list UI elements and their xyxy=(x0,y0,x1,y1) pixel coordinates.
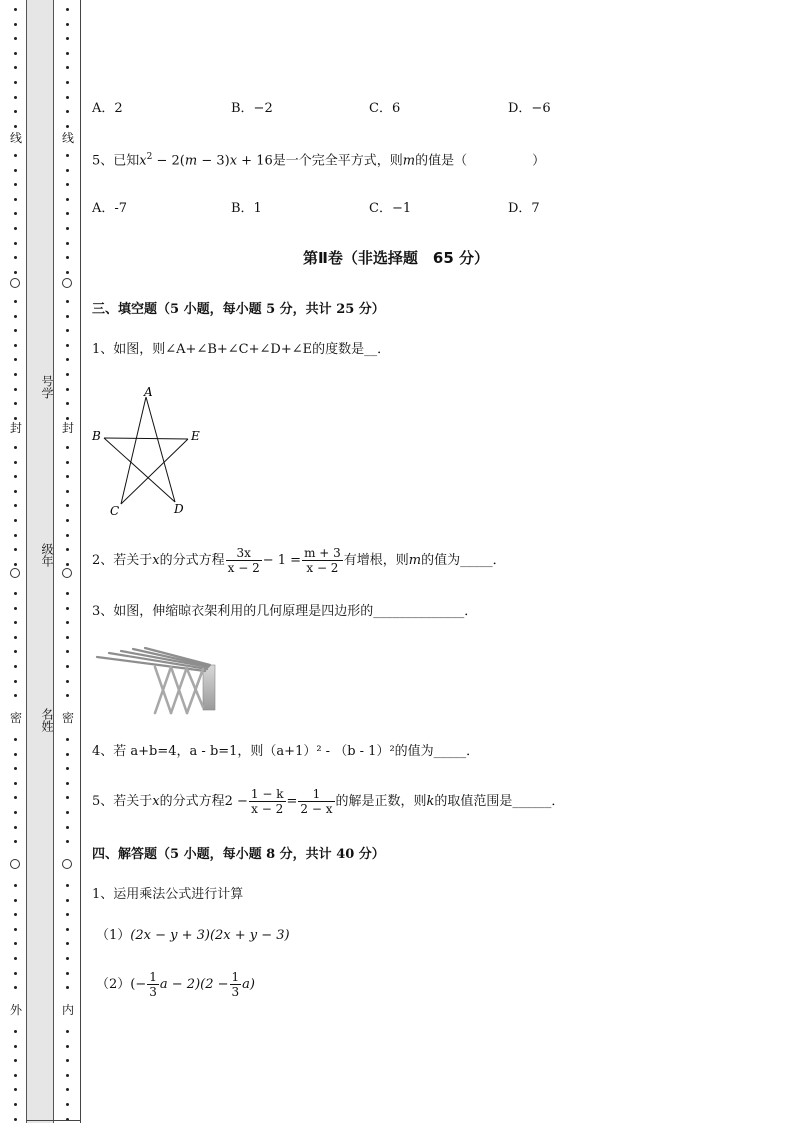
inner-binding-dot xyxy=(66,986,69,989)
outer-binding-dot xyxy=(14,154,17,157)
solve-q1: 1、运用乘法公式进行计算 xyxy=(92,887,244,902)
class-field: 级年 xyxy=(40,543,54,567)
outer-binding-dot xyxy=(14,826,17,829)
outer-binding-dot xyxy=(14,1103,17,1106)
star-figure xyxy=(88,384,218,524)
outer-binding-dot xyxy=(14,96,17,99)
clothes-rack-image xyxy=(95,645,220,720)
inner-binding-dot xyxy=(66,826,69,829)
outer-binding-dot xyxy=(14,942,17,945)
fill-q1: 1、如图，则∠A+∠B+∠C+∠D+∠E的度数是__． xyxy=(92,342,391,357)
outer-binding-dot xyxy=(14,417,17,420)
outer-binding-dot xyxy=(14,37,17,40)
fill-q3: 3、如图，伸缩晾衣架利用的几何原理是四边形的______________． xyxy=(92,604,478,619)
q5-fraction-2: $\frac{1}{2 - x}$ xyxy=(300,787,333,816)
outer-binding-dot xyxy=(14,1059,17,1062)
prev-option-a: A．2 xyxy=(92,101,123,116)
solve-q1-part2: （2）(− $\frac{1}{3}$ a − 2)(2 − $\frac{1}{3}$ a) xyxy=(96,970,255,999)
star-label-e: E xyxy=(191,429,200,443)
inner-binding-dot xyxy=(66,373,69,376)
outer-binding-dot xyxy=(14,884,17,887)
fill-q5: 5、若关于x的分式方程2 − $\frac{1 - k}{x - 2}$ = $\frac{1}{2 - x}$ 的解是正数，则k的取值范围是______． xyxy=(92,787,565,816)
q5-option-a: A．-7 xyxy=(92,201,128,216)
outer-binding-dot xyxy=(14,811,17,814)
inner-binding-dot xyxy=(66,548,69,551)
inner-binding-circle xyxy=(62,278,72,288)
inner-binding-dot xyxy=(66,227,69,230)
inner-binding-dot xyxy=(66,300,69,303)
outer-binding-dot xyxy=(14,621,17,624)
inner-binding-dot xyxy=(66,1045,69,1048)
inner-binding-dot xyxy=(66,796,69,799)
section-4-heading: 四、解答题（5 小题，每小题 8 分，共计 40 分） xyxy=(92,847,385,862)
inner-binding-dot xyxy=(66,446,69,449)
outer-binding-dot xyxy=(14,300,17,303)
outer-binding-dot xyxy=(14,183,17,186)
inner-binding-dot xyxy=(66,1030,69,1033)
fill-q4: 4、若 a+b=4，a - b=1，则（a+1）² - （b - 1）²的值为_____． xyxy=(92,744,480,759)
inner-binding-dot xyxy=(66,519,69,522)
outer-binding-dot xyxy=(14,358,17,361)
inner-binding-dot xyxy=(66,388,69,391)
outer-binding-dot xyxy=(14,957,17,960)
prev-option-d: D．−6 xyxy=(508,101,551,116)
outer-binding-dot xyxy=(14,52,17,55)
inner-binding-dot xyxy=(66,242,69,245)
outer-binding-circle xyxy=(10,278,20,288)
inner-binding-dot xyxy=(66,402,69,405)
inner-binding-dot xyxy=(66,811,69,814)
outer-binding-dot xyxy=(14,548,17,551)
outer-binding-dot xyxy=(14,607,17,610)
star-label-d: D xyxy=(174,502,184,516)
inner-binding-dot xyxy=(66,183,69,186)
student-number-field: 号学 xyxy=(40,375,54,399)
outer-binding-dot xyxy=(14,1074,17,1077)
q5-option-c: C．−1 xyxy=(369,201,412,216)
outer-binding-dot xyxy=(14,796,17,799)
inner-binding-dot xyxy=(66,329,69,332)
inner-dot-column xyxy=(62,0,74,1123)
inner-binding-dot xyxy=(66,738,69,741)
outer-binding-dot xyxy=(14,1030,17,1033)
inner-binding-dot xyxy=(66,66,69,69)
q5-fraction-1: $\frac{1 - k}{x - 2}$ xyxy=(250,787,284,816)
inner-binding-mark: 封 xyxy=(61,421,74,435)
outer-binding-dot xyxy=(14,23,17,26)
inner-binding-dot xyxy=(66,8,69,11)
outer-binding-dot xyxy=(14,315,17,318)
outer-binding-mark: 封 xyxy=(9,421,22,435)
star-label-a: A xyxy=(144,385,153,399)
outer-binding-dot xyxy=(14,913,17,916)
inner-binding-dot xyxy=(66,650,69,653)
inner-binding-dot xyxy=(66,490,69,493)
outer-binding-dot xyxy=(14,475,17,478)
q5-option-b: B．1 xyxy=(231,201,262,216)
inner-binding-dot xyxy=(66,899,69,902)
outer-binding-circle xyxy=(10,568,20,578)
outer-binding-dot xyxy=(14,110,17,113)
outer-binding-dot xyxy=(14,534,17,537)
outer-binding-dot xyxy=(14,402,17,405)
binding-bottom-line xyxy=(26,1120,81,1121)
outer-binding-dot xyxy=(14,125,17,128)
fill-q2: 2、若关于x的分式方程 $\frac{3x}{x - 2}$ − 1 = $\frac{m + 3}{x - 2}$ 有增根，则m的值为_____． xyxy=(92,546,506,575)
inner-binding-dot xyxy=(66,840,69,843)
inner-binding-dot xyxy=(66,680,69,683)
inner-binding-dot xyxy=(66,694,69,697)
inner-binding-dot xyxy=(66,913,69,916)
name-field: 名姓 xyxy=(40,708,54,732)
inner-binding-dot xyxy=(66,504,69,507)
outer-binding-dot xyxy=(14,198,17,201)
q5-option-d: D．7 xyxy=(508,201,540,216)
outer-binding-dot xyxy=(14,1045,17,1048)
outer-binding-dot xyxy=(14,169,17,172)
inner-binding-dot xyxy=(66,315,69,318)
inner-binding-dot xyxy=(66,110,69,113)
inner-binding-mark: 密 xyxy=(61,711,74,725)
inner-binding-dot xyxy=(66,1074,69,1077)
outer-binding-dot xyxy=(14,665,17,668)
outer-binding-mark: 密 xyxy=(9,711,22,725)
inner-binding-dot xyxy=(66,753,69,756)
part-2-title: 第Ⅱ卷（非选择题 65 分） xyxy=(303,249,489,267)
outer-binding-dot xyxy=(14,329,17,332)
inner-binding-dot xyxy=(66,928,69,931)
inner-binding-dot xyxy=(66,475,69,478)
outer-binding-dot xyxy=(14,8,17,11)
outer-binding-mark: 外 xyxy=(9,1003,22,1017)
inner-binding-circle xyxy=(62,859,72,869)
section-3-heading: 三、填空题（5 小题，每小题 5 分，共计 25 分） xyxy=(92,302,385,317)
outer-binding-dot xyxy=(14,972,17,975)
inner-binding-dot xyxy=(66,198,69,201)
inner-binding-dot xyxy=(66,344,69,347)
outer-binding-dot xyxy=(14,446,17,449)
outer-binding-dot xyxy=(14,271,17,274)
q2-fraction-1: $\frac{3x}{x - 2}$ xyxy=(227,546,260,575)
outer-binding-circle xyxy=(10,859,20,869)
inner-binding-dot xyxy=(66,169,69,172)
outer-binding-dot xyxy=(14,928,17,931)
inner-binding-dot xyxy=(66,767,69,770)
outer-binding-dot xyxy=(14,840,17,843)
outer-binding-dot xyxy=(14,1088,17,1091)
star-label-b: B xyxy=(92,429,101,443)
inner-binding-dot xyxy=(66,358,69,361)
outer-binding-mark: 线 xyxy=(9,131,22,145)
inner-binding-dot xyxy=(66,1059,69,1062)
inner-binding-circle xyxy=(62,568,72,578)
inner-binding-dot xyxy=(66,621,69,624)
outer-binding-dot xyxy=(14,986,17,989)
outer-binding-dot xyxy=(14,592,17,595)
outer-binding-dot xyxy=(14,256,17,259)
outer-binding-dot xyxy=(14,1118,17,1121)
inner-binding-mark: 线 xyxy=(61,131,74,145)
outer-binding-dot xyxy=(14,490,17,493)
q2-fraction-2: $\frac{m + 3}{x - 2}$ xyxy=(304,546,341,575)
outer-binding-dot xyxy=(14,767,17,770)
inner-binding-dot xyxy=(66,125,69,128)
outer-binding-dot xyxy=(14,461,17,464)
binding-line xyxy=(80,0,81,1123)
solve-q1-part1: （1）(2x − y + 3)(2x + y − 3) xyxy=(96,928,290,943)
inner-binding-dot xyxy=(66,52,69,55)
outer-binding-dot xyxy=(14,680,17,683)
sub2-fraction-2: $\frac{1}{3}$ xyxy=(231,970,240,999)
inner-binding-dot xyxy=(66,1088,69,1091)
student-info-strip xyxy=(26,0,54,1123)
outer-binding-dot xyxy=(14,227,17,230)
inner-binding-dot xyxy=(66,942,69,945)
inner-binding-dot xyxy=(66,592,69,595)
prev-option-b: B．−2 xyxy=(231,101,273,116)
inner-binding-dot xyxy=(66,96,69,99)
outer-binding-dot xyxy=(14,899,17,902)
outer-binding-dot xyxy=(14,242,17,245)
outer-binding-dot xyxy=(14,373,17,376)
inner-binding-dot xyxy=(66,563,69,566)
inner-binding-dot xyxy=(66,534,69,537)
outer-binding-dot xyxy=(14,738,17,741)
star-label-c: C xyxy=(110,504,120,518)
prev-option-c: C．6 xyxy=(369,101,401,116)
question-5-stem: 5、已知$x^2 - 2(m - 3)x + 16$是一个完全平方式，则m的值是（ ） xyxy=(92,152,546,169)
sub2-fraction-1: $\frac{1}{3}$ xyxy=(149,970,157,999)
inner-binding-dot xyxy=(66,256,69,259)
inner-binding-dot xyxy=(66,37,69,40)
outer-binding-dot xyxy=(14,694,17,697)
inner-binding-dot xyxy=(66,154,69,157)
outer-binding-dot xyxy=(14,344,17,347)
inner-binding-dot xyxy=(66,782,69,785)
inner-binding-dot xyxy=(66,81,69,84)
outer-binding-dot xyxy=(14,636,17,639)
outer-binding-dot xyxy=(14,504,17,507)
inner-binding-dot xyxy=(66,271,69,274)
inner-binding-dot xyxy=(66,23,69,26)
outer-dot-column xyxy=(10,0,22,1123)
inner-binding-mark: 内 xyxy=(61,1003,74,1017)
inner-binding-dot xyxy=(66,417,69,420)
inner-binding-dot xyxy=(66,665,69,668)
inner-binding-dot xyxy=(66,607,69,610)
inner-binding-dot xyxy=(66,1103,69,1106)
outer-binding-dot xyxy=(14,66,17,69)
inner-binding-dot xyxy=(66,636,69,639)
inner-binding-dot xyxy=(66,884,69,887)
outer-binding-dot xyxy=(14,388,17,391)
outer-binding-dot xyxy=(14,563,17,566)
inner-binding-dot xyxy=(66,957,69,960)
outer-binding-dot xyxy=(14,753,17,756)
outer-binding-dot xyxy=(14,212,17,215)
outer-binding-dot xyxy=(14,81,17,84)
outer-binding-dot xyxy=(14,519,17,522)
inner-binding-dot xyxy=(66,972,69,975)
outer-binding-dot xyxy=(14,782,17,785)
inner-binding-dot xyxy=(66,461,69,464)
outer-binding-dot xyxy=(14,650,17,653)
inner-binding-dot xyxy=(66,212,69,215)
